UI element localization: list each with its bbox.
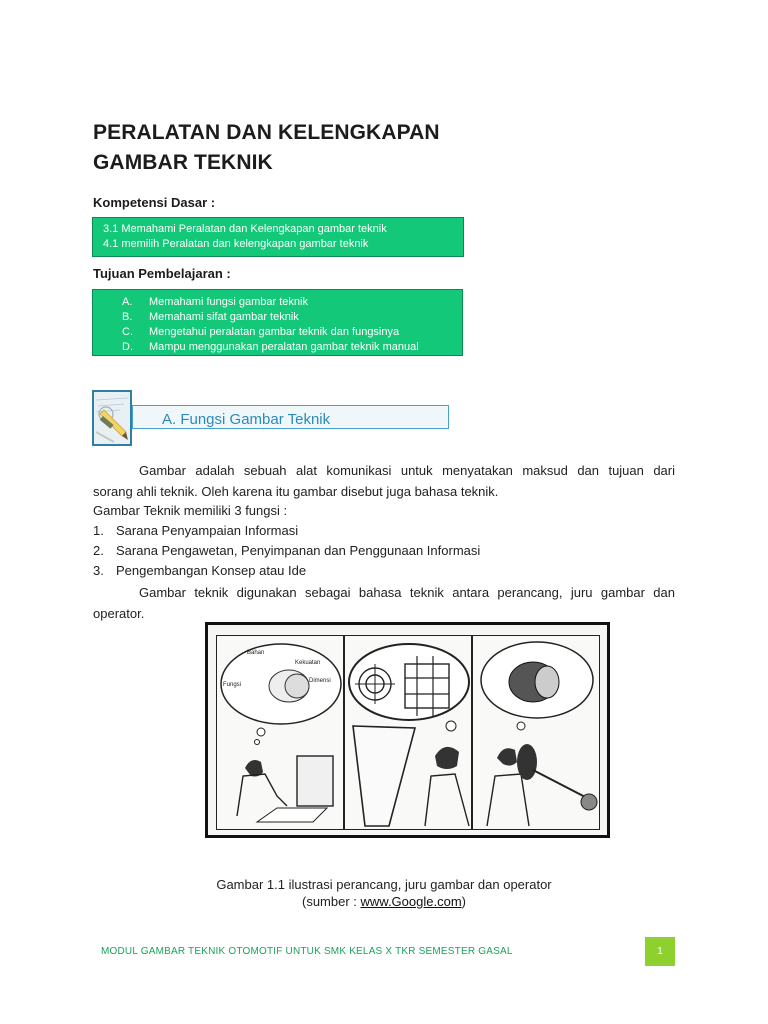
fungsi-item (93, 561, 675, 581)
fungsi-text: Pengembangan Konsep atau Ide (116, 563, 307, 578)
figure-caption: Gambar 1.1 ilustrasi perancang, juru gambar dan operator (216, 877, 552, 892)
fungsi-number: 1. (93, 523, 104, 538)
tujuan-item (122, 340, 462, 355)
fungsi-number: 2. (93, 543, 104, 558)
fungsi-item (93, 541, 675, 561)
paragraph-1-line-1: Gambar adalah sebuah alat komunikasi untuk menyatakan maksud dan tujuan dari (139, 463, 675, 478)
tujuan-text: Memahami fungsi gambar teknik (149, 296, 308, 308)
page-number-badge: 1 (645, 937, 675, 966)
figure-source (0, 894, 768, 909)
tujuan-item (122, 310, 462, 325)
drafting-tools-icon (92, 390, 132, 446)
figure-illustration (205, 622, 610, 838)
kompetensi-item: 3.1 Memahami Peralatan dan Kelengkapan gambar teknik (103, 223, 387, 235)
footer-module-title: MODUL GAMBAR TEKNIK OTOMOTIF UNTUK SMK KELAS X TKR SEMESTER GASAL (101, 946, 513, 957)
svg-text:Dimensi: Dimensi (309, 678, 331, 684)
svg-text:Bahan: Bahan (247, 650, 265, 656)
fungsi-text: Sarana Pengawetan, Penyimpanan dan Penggunaan Informasi (116, 543, 481, 558)
source-prefix: (sumber : (301, 894, 361, 909)
tujuan-box (92, 289, 463, 356)
tujuan-item (122, 325, 462, 340)
kompetensi-label: Kompetensi Dasar : (93, 195, 216, 210)
svg-text:Kekuatan: Kekuatan (295, 660, 321, 666)
source-link[interactable]: www.Google.com (360, 894, 462, 909)
tujuan-label: Tujuan Pembelajaran : (93, 266, 231, 281)
tujuan-item (122, 295, 462, 310)
fungsi-text: Sarana Penyampaian Informasi (116, 523, 299, 538)
paragraph-2-line-2: operator. (93, 606, 145, 621)
title-line-1: PERALATAN DAN KELENGKAPAN (93, 121, 440, 144)
panel-drafter (344, 635, 472, 830)
tujuan-text: Mengetahui peralatan gambar teknik dan fungsinya (149, 326, 400, 338)
kompetensi-item: 4.1 memilih Peralatan dan kelengkapan gambar teknik (103, 237, 369, 250)
tujuan-letter: A. (122, 296, 133, 308)
kompetensi-box (92, 217, 464, 257)
fungsi-item (93, 521, 675, 541)
title-line-2: GAMBAR TEKNIK (93, 151, 273, 174)
panel-designer (216, 635, 344, 830)
fungsi-list (93, 521, 675, 581)
paragraph-1-line-2: sorang ahli teknik. Oleh karena itu gambar disebut juga bahasa teknik. (93, 484, 499, 499)
tujuan-text: Mampu menggunakan peralatan gambar teknik manual (149, 341, 419, 353)
tujuan-text: Memahami sifat gambar teknik (149, 311, 299, 323)
tujuan-letter: B. (122, 311, 133, 323)
svg-text:Fungsi: Fungsi (223, 682, 242, 688)
tujuan-letter: D. (122, 341, 133, 353)
page-title (93, 118, 440, 178)
fungsi-intro: Gambar Teknik memiliki 3 fungsi : (93, 503, 288, 518)
source-suffix: ) (461, 894, 466, 909)
panel-operator (472, 635, 600, 830)
section-title: A. Fungsi Gambar Teknik (162, 411, 331, 428)
tujuan-letter: C. (122, 326, 133, 338)
paragraph-2-line-1: Gambar teknik digunakan sebagai bahasa teknik antara perancang, juru gambar dan (139, 585, 675, 600)
fungsi-number: 3. (93, 563, 104, 578)
